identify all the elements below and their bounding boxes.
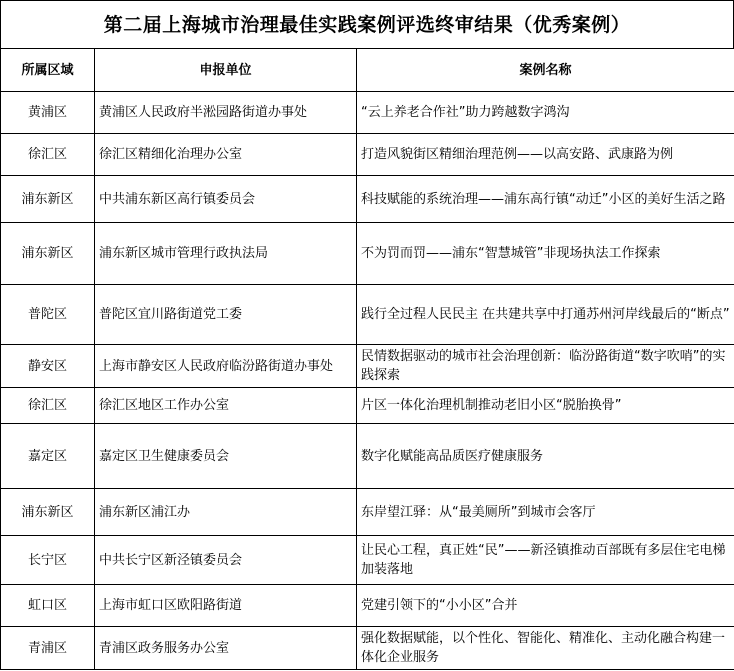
case-cell: 让民心工程，真正姓“民”——新泾镇推动百部既有多层住宅电梯加装落地 <box>357 536 734 585</box>
district-cell: 浦东新区 <box>1 223 95 285</box>
unit-cell: 上海市静安区人民政府临汾路街道办事处 <box>95 345 357 388</box>
district-cell: 徐汇区 <box>1 134 95 176</box>
case-cell: 民情数据驱动的城市社会治理创新：临汾路街道“数字吹哨”的实践探索 <box>357 345 734 388</box>
district-cell: 浦东新区 <box>1 176 95 223</box>
unit-cell: 浦东新区浦江办 <box>95 489 357 536</box>
district-cell: 浦东新区 <box>1 489 95 536</box>
case-cell: 践行全过程人民民主 在共建共享中打通苏州河岸线最后的“断点” <box>357 285 734 345</box>
table-row <box>1 627 734 670</box>
unit-cell: 青浦区政务服务办公室 <box>95 627 357 670</box>
table-row <box>1 345 734 388</box>
table-row <box>1 585 734 627</box>
table-row <box>1 176 734 223</box>
header-unit: 申报单位 <box>95 49 357 92</box>
district-cell: 普陀区 <box>1 285 95 345</box>
sheet-title: 第二届上海城市治理最佳实践案例评选终审结果（优秀案例） <box>0 0 734 48</box>
table-row <box>1 536 734 585</box>
district-cell: 徐汇区 <box>1 388 95 424</box>
table-row <box>1 489 734 536</box>
case-cell: 科技赋能的系统治理——浦东高行镇“动迁”小区的美好生活之路 <box>357 176 734 223</box>
unit-cell: 浦东新区城市管理行政执法局 <box>95 223 357 285</box>
district-cell: 静安区 <box>1 345 95 388</box>
unit-cell: 中共浦东新区高行镇委员会 <box>95 176 357 223</box>
table-row <box>1 285 734 345</box>
case-cell: 东岸望江驿：从“最美厕所”到城市会客厅 <box>357 489 734 536</box>
unit-cell: 徐汇区精细化治理办公室 <box>95 134 357 176</box>
results-table <box>0 48 734 670</box>
unit-cell: 普陀区宜川路街道党工委 <box>95 285 357 345</box>
district-cell: 嘉定区 <box>1 424 95 489</box>
table-row <box>1 388 734 424</box>
unit-cell: 上海市虹口区欧阳路街道 <box>95 585 357 627</box>
table-row <box>1 223 734 285</box>
header-district: 所属区域 <box>1 49 95 92</box>
unit-cell: 嘉定区卫生健康委员会 <box>95 424 357 489</box>
table-row <box>1 92 734 134</box>
table-row <box>1 424 734 489</box>
case-cell: 片区一体化治理机制推动老旧小区“脱胎换骨” <box>357 388 734 424</box>
district-cell: 黄浦区 <box>1 92 95 134</box>
case-cell: 数字化赋能高品质医疗健康服务 <box>357 424 734 489</box>
unit-cell: 徐汇区地区工作办公室 <box>95 388 357 424</box>
district-cell: 青浦区 <box>1 627 95 670</box>
header-case: 案例名称 <box>357 49 734 92</box>
case-cell: 强化数据赋能，以个性化、智能化、精准化、主动化融合构建一体化企业服务 <box>357 627 734 670</box>
case-cell: 党建引领下的“小小区”合并 <box>357 585 734 627</box>
district-cell: 长宁区 <box>1 536 95 585</box>
unit-cell: 黄浦区人民政府半淞园路街道办事处 <box>95 92 357 134</box>
district-cell: 虹口区 <box>1 585 95 627</box>
case-cell: 打造风貌街区精细治理范例——以高安路、武康路为例 <box>357 134 734 176</box>
header-row <box>1 49 734 92</box>
case-cell: “云上养老合作社”助力跨越数字鸿沟 <box>357 92 734 134</box>
unit-cell: 中共长宁区新泾镇委员会 <box>95 536 357 585</box>
table-row <box>1 134 734 176</box>
case-cell: 不为罚而罚——浦东“智慧城管”非现场执法工作探索 <box>357 223 734 285</box>
